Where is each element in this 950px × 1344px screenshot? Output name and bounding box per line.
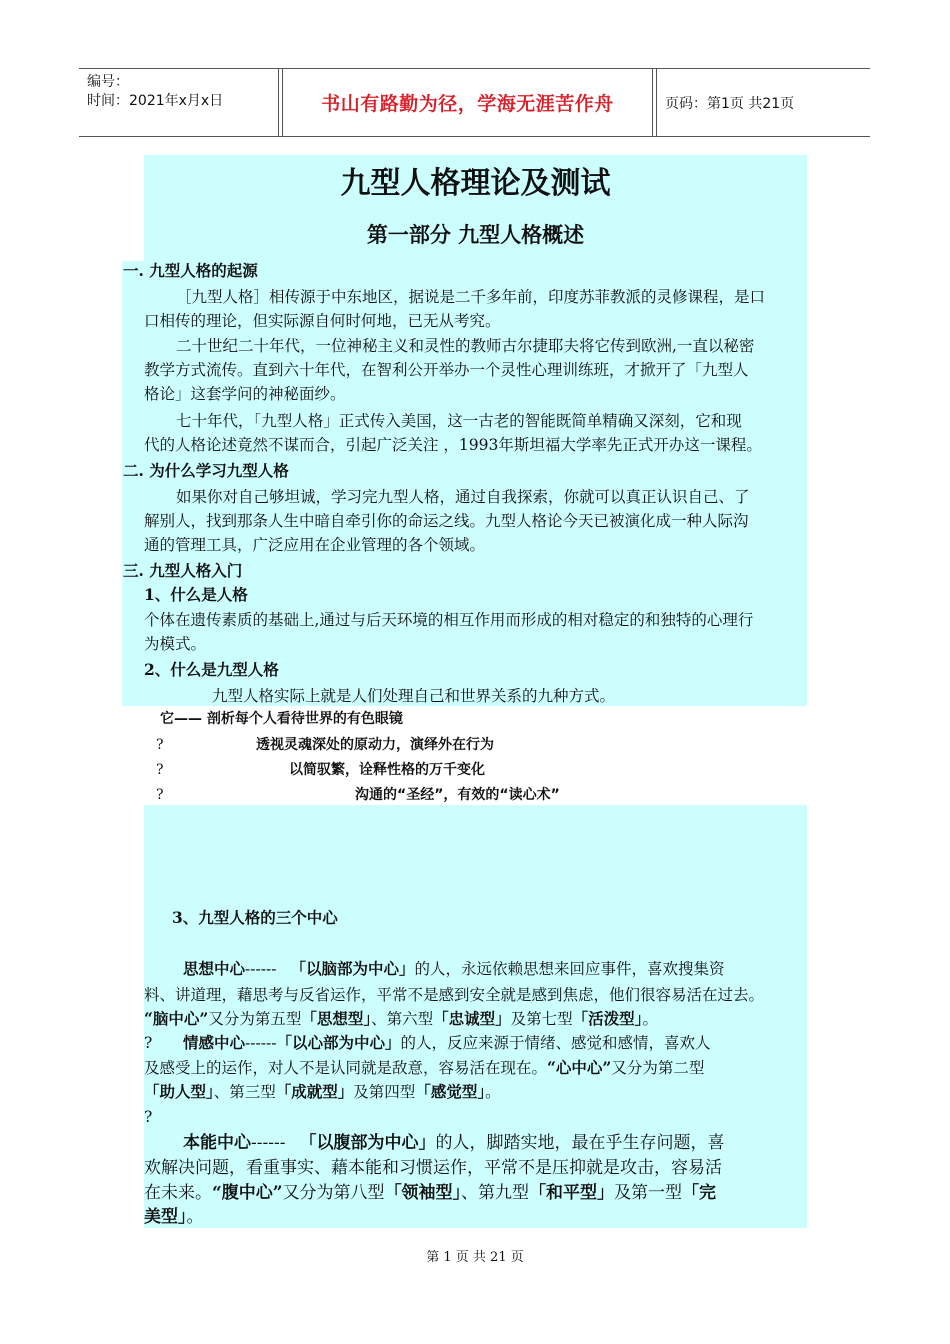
text-run: 的人，永远依赖思想来回应事件，喜欢搜集资 xyxy=(414,960,725,978)
header-motto: 书山有路勤为径，学海无涯苦作舟 xyxy=(282,69,653,136)
text-run: 、第九型 xyxy=(461,1183,530,1203)
center-thinking-line-1 xyxy=(183,958,724,980)
paragraph-line: 个体在遗传素质的基础上,通过与后天环境的相互作用而形成的相对稳定的和独特的心理行 xyxy=(144,611,754,629)
dash: ------ xyxy=(245,1034,277,1052)
center-name: 思想中心 xyxy=(183,959,246,978)
center-mark: ? xyxy=(144,1108,153,1126)
header-meta xyxy=(79,69,279,136)
paragraph-line: 九型人格实际上就是人们处理自己和世界关系的九种方式。 xyxy=(212,687,616,705)
text-run: 、第六型 xyxy=(371,1010,434,1028)
page-title: 九型人格理论及测试 xyxy=(340,166,611,201)
text-run: 。 xyxy=(186,1207,204,1227)
text-run: 又分为第八型 xyxy=(282,1183,385,1203)
paragraph-line: 教学方式流传。直到六十年代，在智利公开举办一个灵性心理训练班，才掀开了「九型人 xyxy=(144,361,749,379)
center-emotion-line-1 xyxy=(183,1032,710,1054)
center-emotion-line-3 xyxy=(144,1081,501,1103)
text-run: 又分为第二型 xyxy=(611,1059,705,1077)
bullet-mark: ? xyxy=(156,737,164,753)
center-quote: 「以脑部为中心」 xyxy=(290,959,415,978)
section-heading-1: 一. 九型人格的起源 xyxy=(123,261,258,280)
text-run: 「忠诚型」 xyxy=(433,1009,511,1028)
page-header xyxy=(79,68,870,137)
text-run: 及感受上的运作，对人不是认同就是敌意，容易活在现在。 xyxy=(144,1059,548,1077)
text-run: “腹中心” xyxy=(212,1183,283,1203)
text-run: 「完 xyxy=(682,1183,717,1203)
text-run: 的人，反应来源于情绪、感觉和感情，喜欢人 xyxy=(400,1034,711,1052)
paragraph-line: 如果你对自己够坦诚，学习完九型人格，通过自我探索，你就可以真正认识自己、了 xyxy=(176,488,750,506)
text-run: 及第一型 xyxy=(614,1183,683,1203)
paragraph-line: ［九型人格］相传源于中东地区，据说是二千多年前，印度苏菲教派的灵修课程，是口 xyxy=(176,288,766,306)
text-run: 。 xyxy=(485,1083,501,1101)
paragraph-line: 七十年代，「九型人格」正式传入美国，这一古老的智能既简单精确又深刻，它和现 xyxy=(176,412,742,430)
bullet-mark: ? xyxy=(156,762,164,778)
center-instinct-line-3 xyxy=(144,1181,716,1205)
text-run: 。 xyxy=(642,1010,658,1028)
text-run: 又分为第五型 xyxy=(208,1010,302,1028)
center-instinct-line-1 xyxy=(183,1131,724,1155)
paragraph-line: 代的人格论述竟然不谋而合，引起广泛关注 ，1993年斯坦福大学率先正式开办这一课程。 xyxy=(144,436,762,454)
page-footer: 第 1 页 共 21 页 xyxy=(426,1250,524,1265)
center-mark: ? xyxy=(144,1034,153,1052)
center-instinct-line-2: 欢解决问题，看重事实、藉本能和习惯运作，平常不是压抑就是攻击，容易活 xyxy=(144,1158,722,1178)
bullet-item: 以简驭繁，诠释性格的万千变化 xyxy=(289,762,485,778)
text-run: 及第四型 xyxy=(353,1083,416,1101)
bullet-item: 透视灵魂深处的原动力，演绎外在行为 xyxy=(256,737,494,753)
subheading-3-2: 2、什么是九型人格 xyxy=(144,660,279,679)
text-run: 「领袖型」 xyxy=(384,1183,462,1203)
text-run: 及第七型 xyxy=(510,1010,573,1028)
bullet-intro: 它—— 剖析每个人看待世界的有色眼镜 xyxy=(160,711,403,727)
center-quote: 「以腹部为中心」 xyxy=(299,1133,436,1153)
text-run: “脑中心” xyxy=(144,1009,209,1028)
subheading-3-1: 1、什么是人格 xyxy=(144,585,248,604)
text-run: 「成就型」 xyxy=(275,1082,354,1101)
text-run: 「助人型」 xyxy=(144,1082,214,1101)
text-run: 在未来。 xyxy=(144,1183,212,1203)
center-quote: 「以心部为中心」 xyxy=(276,1033,401,1052)
paragraph-line: 二十世纪二十年代，一位神秘主义和灵性的教师古尔捷耶夫将它传到欧洲,一直以秘密 xyxy=(176,337,755,355)
center-name: 本能中心 xyxy=(183,1133,251,1153)
text-run: “心中心” xyxy=(547,1058,612,1077)
text-run: 「感觉型」 xyxy=(415,1082,486,1101)
text-run: 「思想型」 xyxy=(301,1009,372,1028)
number-label: 编号： xyxy=(87,74,129,90)
paragraph-line: 通的管理工具，广泛应用在企业管理的各个领域。 xyxy=(144,536,486,554)
part-title: 第一部分 九型人格概述 xyxy=(366,222,585,247)
center-thinking-line-3 xyxy=(144,1008,658,1030)
header-page-info: 页码：第1页 共21页 xyxy=(656,69,870,136)
text-run: 「活泼型」 xyxy=(572,1009,643,1028)
text-run: 、第三型 xyxy=(213,1083,276,1101)
paragraph-line: 为模式。 xyxy=(144,635,207,653)
paragraph-line: 口相传的理论，但实际源自何时何地，已无从考究。 xyxy=(144,312,501,330)
text-run: 的人，脚踏实地，最在乎生存问题，喜 xyxy=(435,1133,725,1153)
text-run: 美型」 xyxy=(144,1207,187,1227)
center-name: 情感中心 xyxy=(183,1033,246,1052)
bullet-mark: ? xyxy=(156,787,164,803)
center-instinct-line-4 xyxy=(144,1205,204,1229)
center-thinking-line-2: 料、讲道理，藉思考与反省运作，平常不是感到安全就是感到焦虑，他们很容易活在过去。 xyxy=(144,986,765,1004)
paragraph-line: 解别人，找到那条人生中暗自牵引你的命运之线。九型人格论今天已被演化成一种人际沟 xyxy=(144,512,749,530)
subheading-3-3: 3、九型人格的三个中心 xyxy=(172,908,338,927)
section-heading-2: 二. 为什么学习九型人格 xyxy=(123,461,289,480)
text-run: 「和平型」 xyxy=(529,1183,615,1203)
section-heading-3: 三. 九型人格入门 xyxy=(123,561,243,580)
center-emotion-line-2 xyxy=(144,1057,704,1079)
time-label: 时间：2021年x月x日 xyxy=(87,93,224,109)
dash: ------ xyxy=(251,1133,286,1153)
bullet-item: 沟通的“圣经”，有效的“读心术” xyxy=(355,787,560,803)
paragraph-line: 格论」这套学问的神秘面纱。 xyxy=(144,385,346,403)
dash: ------ xyxy=(245,960,277,978)
